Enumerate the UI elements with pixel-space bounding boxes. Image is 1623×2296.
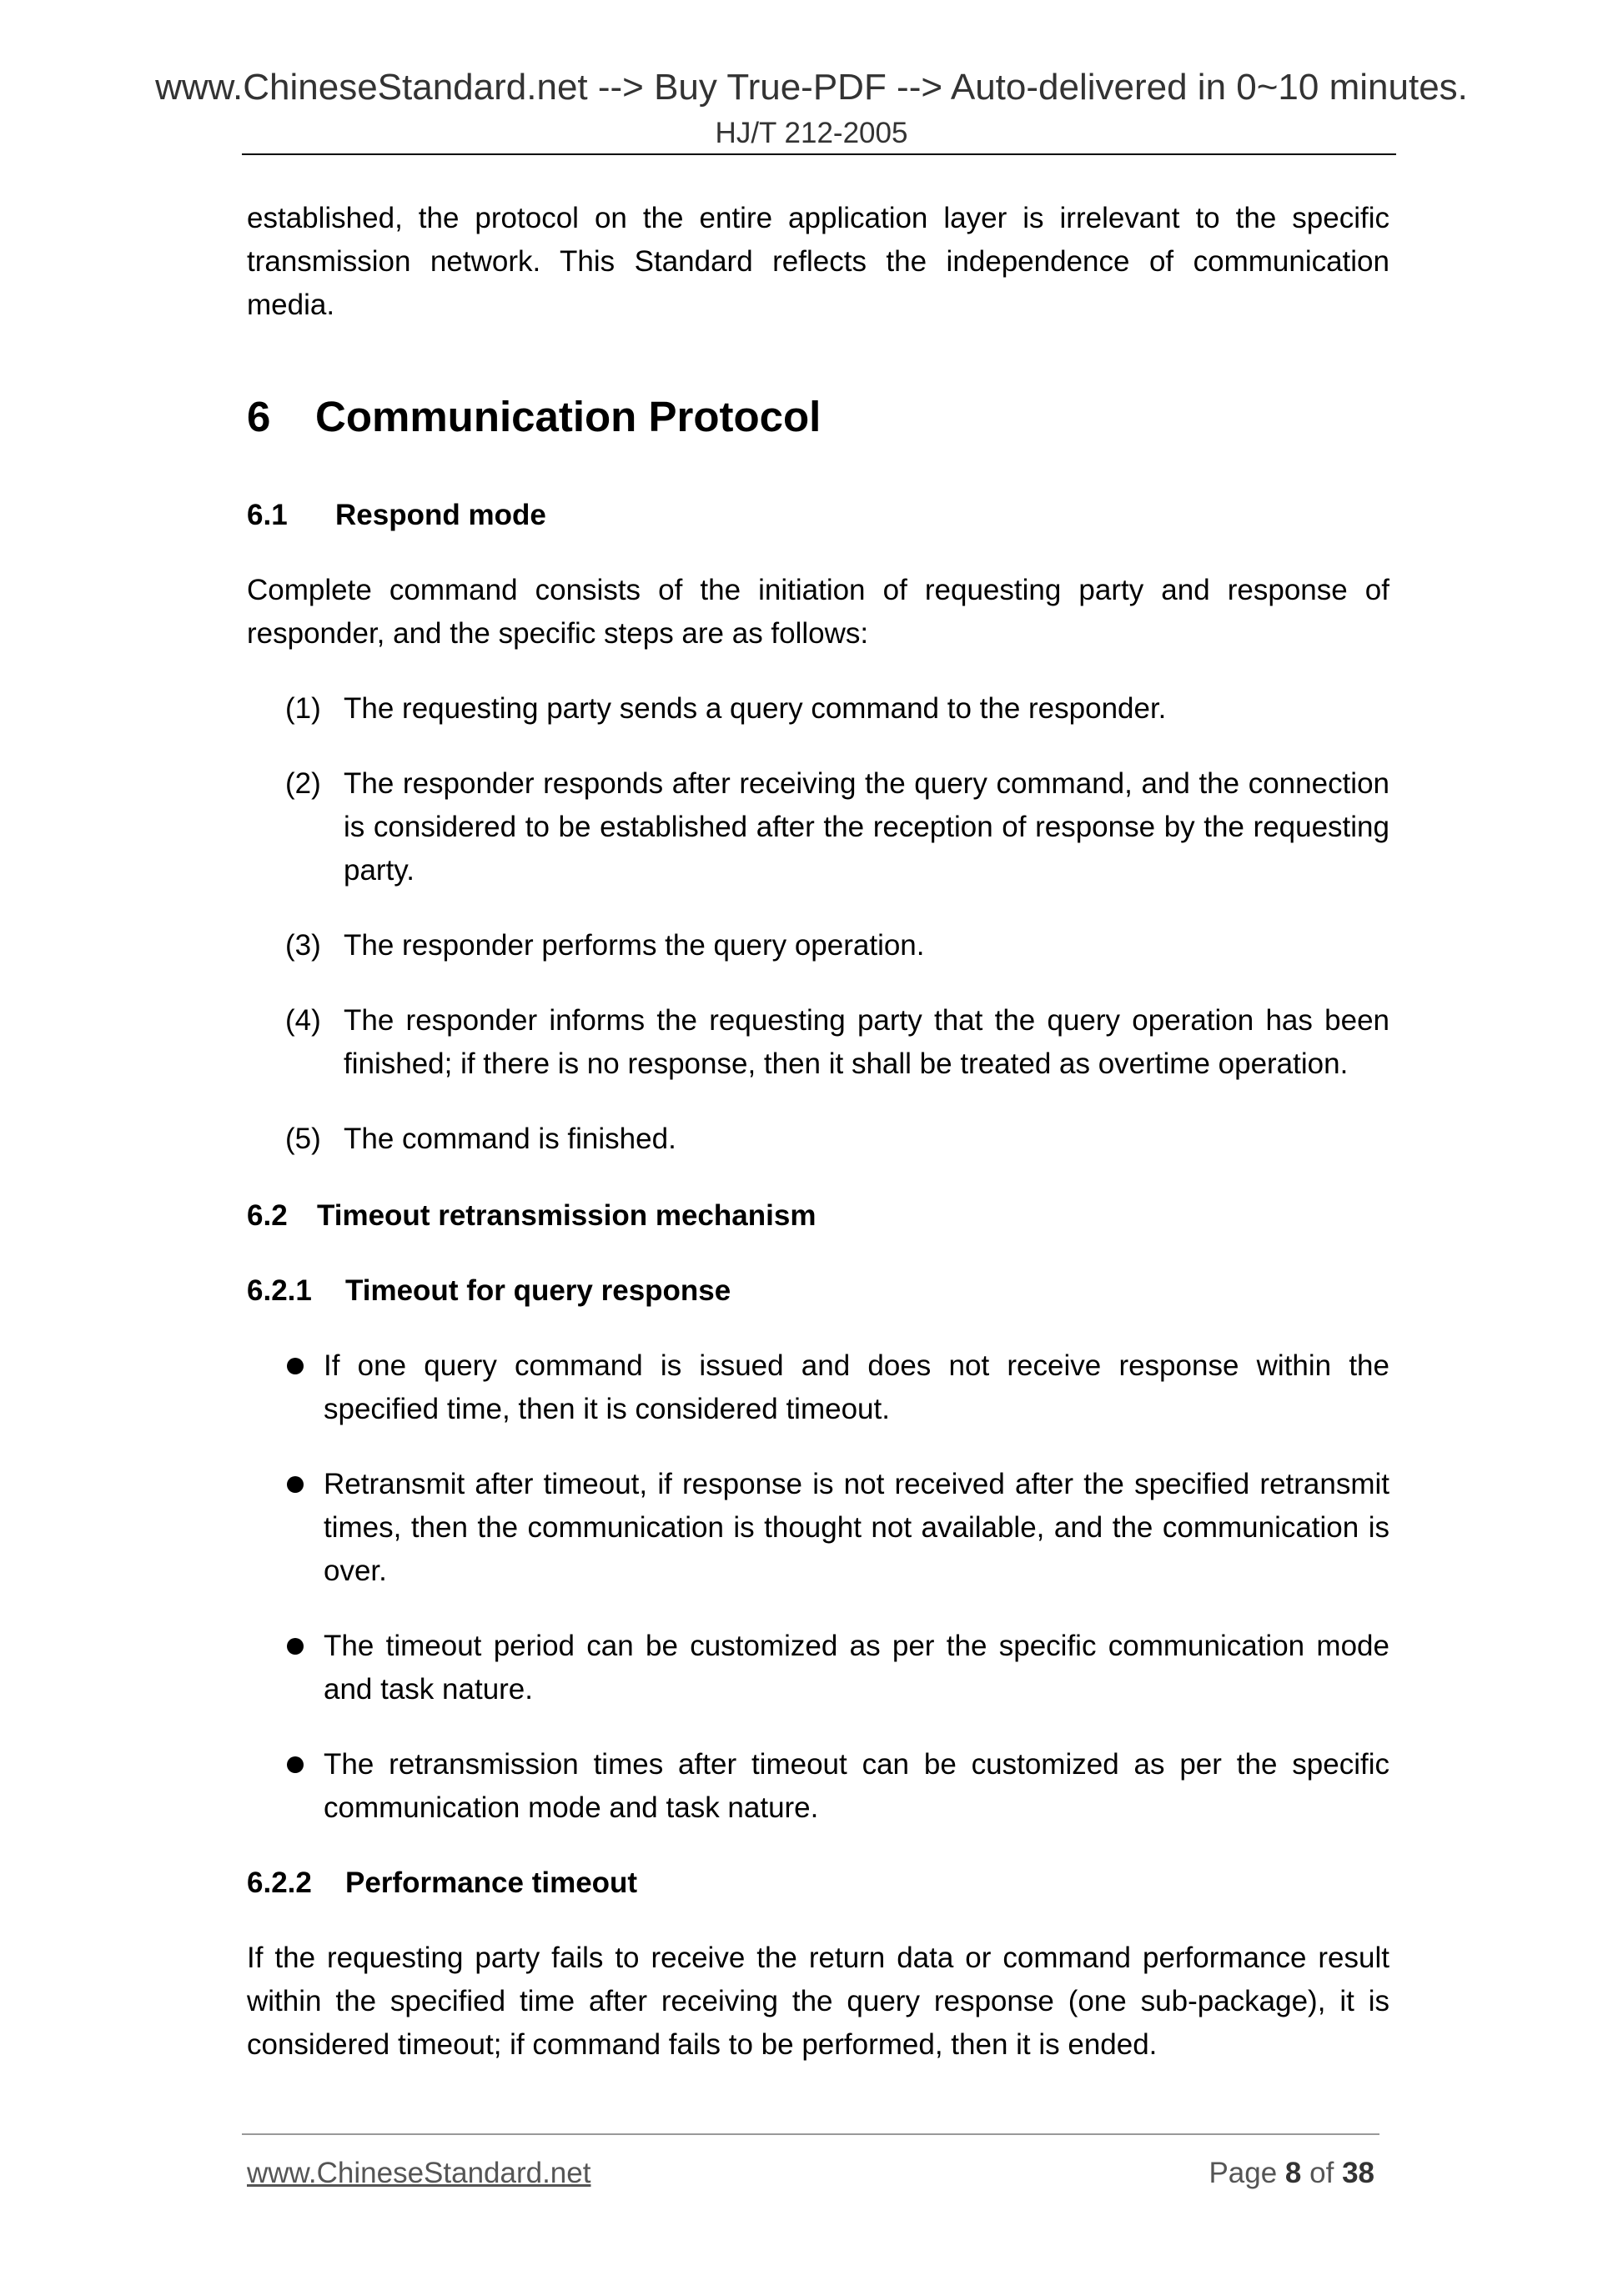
chapter-number: 6 (247, 393, 271, 440)
bullet-text: Retransmit after timeout, if response is not received after the specified retransmit times, then the communication is thought not available, and the communication is over. (324, 1468, 1389, 1587)
subsection-number: 6.2.2 (247, 1866, 312, 1899)
step-number: (1) (285, 692, 321, 725)
section-number: 6.2 (247, 1199, 288, 1232)
footer-divider (242, 2133, 1379, 2135)
subsection-number: 6.2.1 (247, 1274, 312, 1307)
bullet-dot-icon (287, 1358, 304, 1374)
page-number (1208, 2155, 1374, 2192)
header-divider (242, 153, 1396, 155)
step-number: (2) (285, 767, 321, 800)
intro-paragraph: established, the protocol on the entire application layer is irrelevant to the specific transmission network. This Standard reflects the independence of communication media. (247, 202, 1389, 321)
page-current: 8 (1284, 2157, 1302, 2189)
section-number: 6.1 (247, 499, 288, 531)
section-title: Timeout retransmission mechanism (317, 1199, 817, 1232)
page-total: 38 (1342, 2157, 1374, 2189)
bullet-item (285, 1463, 1389, 1593)
step-text: The command is finished. (344, 1123, 676, 1155)
section-title: Respond mode (335, 499, 546, 531)
bullet-dot-icon (287, 1756, 304, 1773)
step-item (285, 762, 1389, 892)
step-text: The requesting party sends a query command to the responder. (344, 692, 1167, 725)
page-header-banner: www.ChineseStandard.net --> Buy True-PDF --> Auto-delivered in 0~10 minutes. (155, 67, 1468, 108)
section-6-1-paragraph: Complete command consists of the initiation of requesting party and response of responder, and the specific steps are as follows: (247, 574, 1389, 650)
bullet-item (285, 1743, 1389, 1830)
step-number: (3) (285, 929, 321, 962)
step-text: The responder responds after receiving the query command, and the connection is considered to be established after the reception of response by the requesting party. (344, 767, 1389, 887)
step-item (285, 1118, 1389, 1161)
bullet-item (285, 1625, 1389, 1711)
subsection-6-2-1-heading (247, 1269, 731, 1313)
step-text: The responder informs the requesting party that the query operation has been finished; if there is no response, then it shall be treated as overtime operation. (344, 1004, 1389, 1080)
step-item (285, 924, 1389, 967)
standard-code: HJ/T 212-2005 (715, 117, 908, 149)
page-prefix: Page (1208, 2157, 1278, 2189)
bullet-text: If one query command is issued and does not receive response within the specified time, then it is considered timeout. (324, 1349, 1389, 1425)
page-of: of (1309, 2157, 1334, 2189)
subsection-6-2-2-paragraph: If the requesting party fails to receive the return data or command performance result within the specified time after receiving the query response (one sub-package), it is considered timeout; if command fails to be performed, then it is ended. (247, 1942, 1389, 2061)
bullet-item (285, 1344, 1389, 1431)
section-6-2-heading (247, 1194, 816, 1238)
bullet-text: The timeout period can be customized as per the specific communication mode and task nature. (324, 1630, 1389, 1706)
section-6-1-heading (247, 494, 546, 537)
step-number: (5) (285, 1123, 321, 1155)
subsection-6-2-2-heading (247, 1861, 637, 1905)
bullet-dot-icon (287, 1638, 304, 1655)
subsection-title: Timeout for query response (345, 1274, 731, 1307)
chapter-heading (247, 390, 821, 444)
bullet-dot-icon (287, 1476, 304, 1493)
chapter-title: Communication Protocol (315, 393, 822, 440)
step-number: (4) (285, 1004, 321, 1037)
subsection-title: Performance timeout (345, 1866, 638, 1899)
footer-site-link[interactable]: www.ChineseStandard.net (247, 2157, 591, 2189)
step-item (285, 999, 1389, 1086)
bullet-text: The retransmission times after timeout can be customized as per the specific communication mode and task nature. (324, 1748, 1389, 1824)
step-item (285, 687, 1389, 731)
step-text: The responder performs the query operation. (344, 929, 925, 962)
